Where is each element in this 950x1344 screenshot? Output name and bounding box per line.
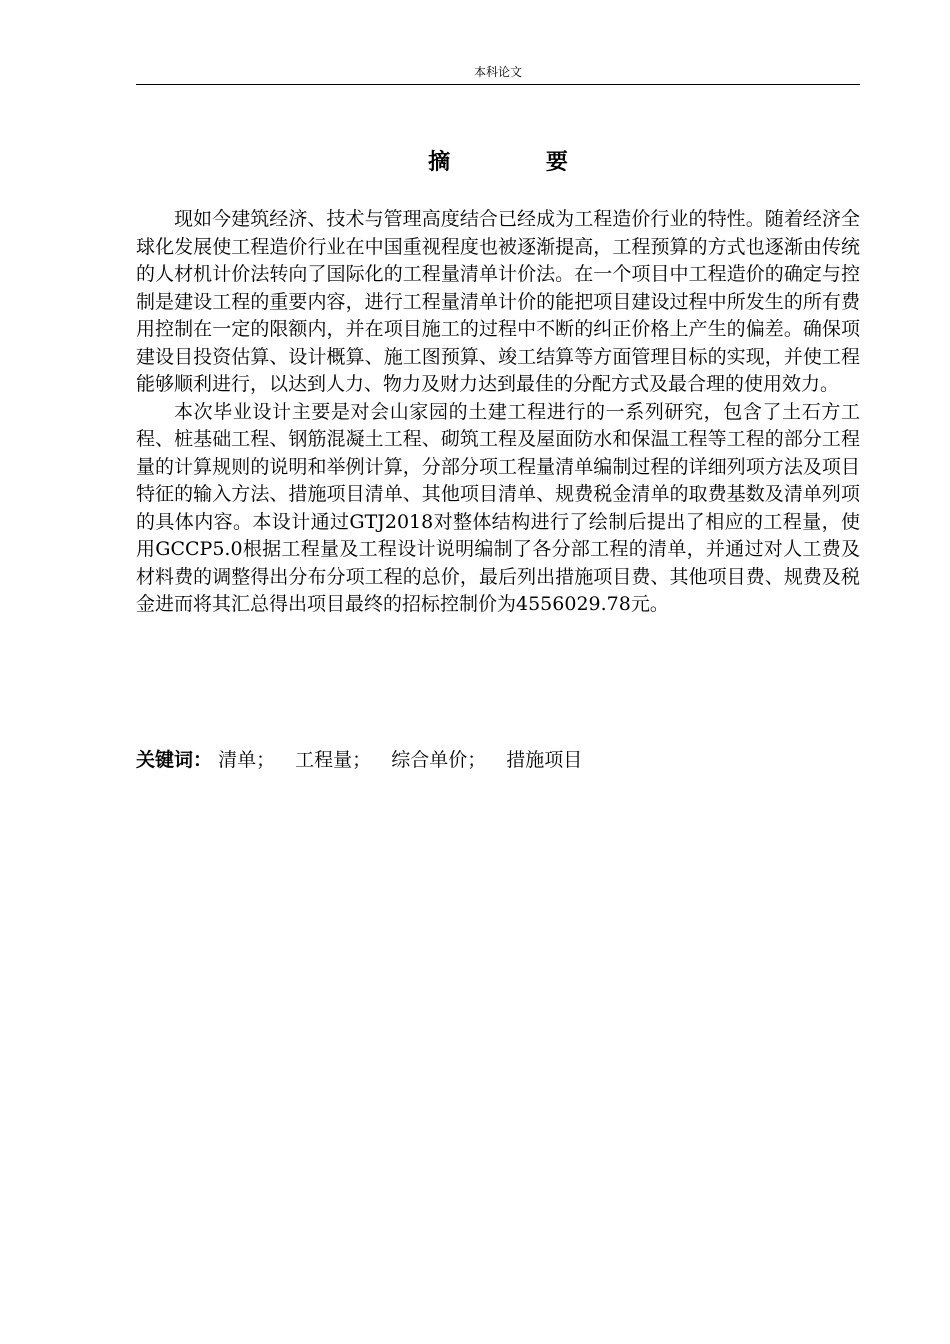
keyword-item: 措施项目 — [506, 749, 583, 771]
keyword-item: 综合单价； — [391, 749, 487, 771]
abstract-paragraph-1: 现如今建筑经济、技术与管理高度结合已经成为工程造价行业的特性。随着经济全球化发展使工程造价行业在中国重视程度也被逐渐提高，工程预算的方式也逐渐由传统的人材机计价法转向了国际化的工程量清单计价法。在一个项目中工程造价的确定与控制是建设工程的重要内容，进行工程量清单计价的能把项目建设过程中所发生的所有费用控制在一定的限额内，并在项目施工的过程中不断的纠正价格上产生的偏差。确保项建设目投资估算、设计概算、施工图预算、竣工结算等方面管理目标的实现，并使工程能够顺利进行，以达到人力、物力及财力达到最佳的分配方式及最合理的使用效力。 — [136, 208, 860, 395]
keywords-line — [136, 746, 860, 774]
page-header — [136, 64, 860, 85]
abstract-paragraph-2: 本次毕业设计主要是对会山家园的土建工程进行的一系列研究，包含了土石方工程、桩基础工程、钢筋混凝土工程、砌筑工程及屋面防水和保温工程等工程的部分工程量的计算规则的说明和举例计算，分部分项工程量清单编制过程的详细列项方法及项目特征的输入方法、措施项目清单、其他项目清单、规费税金清单的取费基数及清单列项的具体内容。本设计通过GTJ2018对整体结构进行了绘制后提出了相应的工程量，使用GCCP5.0根据工程量及工程设计说明编制了各分部工程的清单，并通过对人工费及材料费的调整得出分布分项工程的总价，最后列出措施项目费、其他项目费、规费及税金进而将其汇总得出项目最终的招标控制价为4556029.78元。 — [136, 400, 860, 615]
keywords-label: 关键词： — [136, 749, 213, 771]
abstract-body — [136, 206, 860, 619]
keyword-item: 工程量； — [295, 749, 372, 771]
abstract-title: 摘 要 — [428, 149, 612, 175]
header-text: 本科论文 — [473, 65, 522, 79]
keyword-item: 清单； — [218, 749, 276, 771]
